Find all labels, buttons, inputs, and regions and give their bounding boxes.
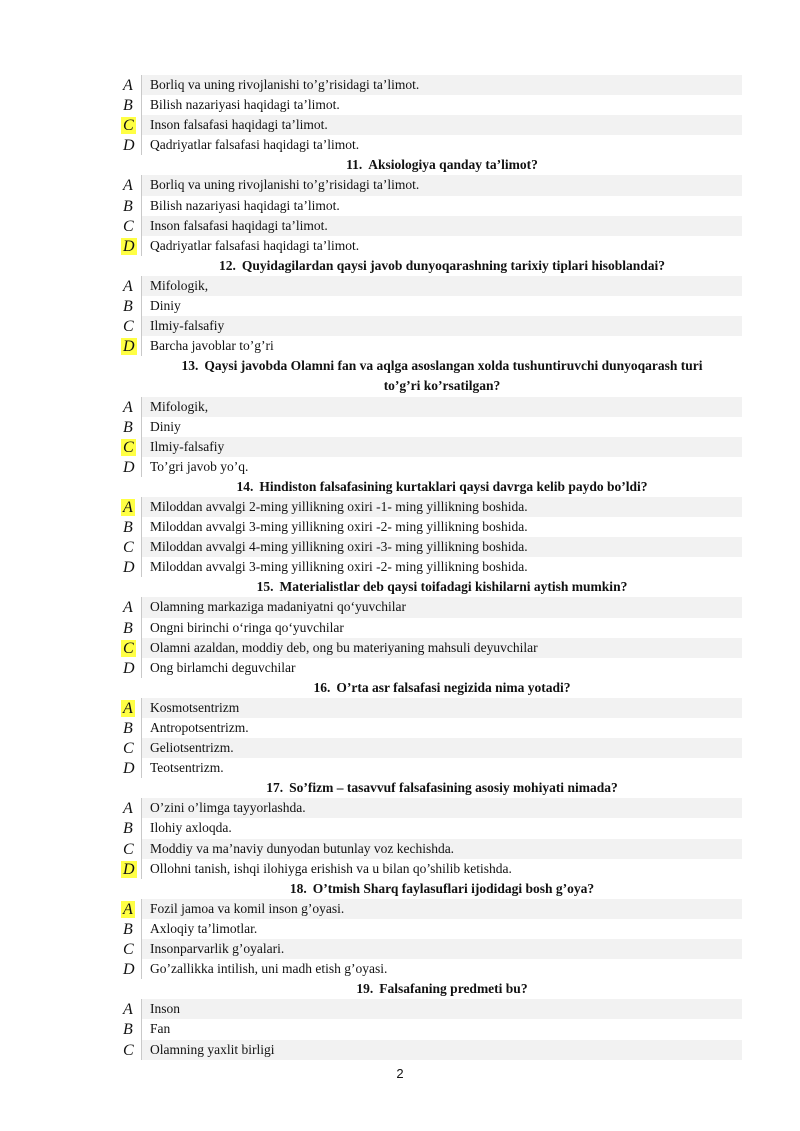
option-letter-text: A <box>123 900 133 918</box>
option-text: Diniy <box>150 418 181 434</box>
option-letter-text: D <box>123 860 135 878</box>
option-text: Inson falsafasi haqidagi ta’limot. <box>142 216 742 236</box>
option-text: Miloddan avvalgi 3-ming yillikning oxiri -2- ming yillikning boshida. <box>150 559 528 575</box>
option-text: Inson falsafasi haqidagi ta’limot. <box>142 115 742 135</box>
option-letter-text: C <box>123 941 134 959</box>
option-text: Fan <box>150 1021 171 1037</box>
option-letter <box>114 216 142 236</box>
option-letter <box>114 798 142 818</box>
option-letter <box>114 175 142 195</box>
option-text: Bilish nazariyasi haqidagi ta’limot. <box>150 97 340 113</box>
option-text: Mifologik, <box>142 276 742 296</box>
option-text: Miloddan avvalgi 2-ming yillikning oxiri -1- ming yillikning boshida. <box>142 497 742 517</box>
option-text: Borliq va uning rivojlanishi to’g’risidagi ta’limot. <box>142 175 742 195</box>
answer-option[interactable] <box>114 397 742 417</box>
question-gutter <box>114 879 142 899</box>
answer-option[interactable] <box>114 818 742 838</box>
option-letter <box>114 417 142 437</box>
question-gutter <box>114 477 142 497</box>
option-letter <box>114 618 142 638</box>
option-letter-text: D <box>123 137 135 155</box>
answer-option[interactable] <box>114 738 742 758</box>
question-label: O’rta asr falsafasi negizida nima yotadi? <box>336 679 571 695</box>
option-text: Bilish nazariyasi haqidagi ta’limot. <box>150 197 340 213</box>
answer-option[interactable] <box>114 497 742 517</box>
option-letter <box>114 336 142 356</box>
option-letter-text: B <box>123 418 133 436</box>
option-letter <box>114 497 142 517</box>
option-text: Insonparvarlik g’oyalari. <box>142 939 742 959</box>
option-text: Olamni azaldan, moddiy deb, ong bu materiyaning mahsuli deyuvchilar <box>142 638 742 658</box>
option-letter <box>114 758 142 778</box>
option-letter-text: A <box>123 800 133 818</box>
question-gutter <box>114 678 142 698</box>
answer-option[interactable] <box>114 557 742 577</box>
answer-option[interactable] <box>114 999 742 1019</box>
option-letter <box>114 959 142 979</box>
option-letter-text: D <box>123 961 135 979</box>
answer-option[interactable] <box>114 798 742 818</box>
option-text: Miloddan avvalgi 4-ming yillikning oxiri -3- ming yillikning boshida. <box>142 537 742 557</box>
question-label: Materialistlar deb qaysi toifadagi kishilarni aytish mumkin? <box>279 579 628 595</box>
question-label: Falsafaning predmeti bu? <box>379 981 528 997</box>
option-text: Qadriyatlar falsafasi haqidagi ta’limot. <box>150 137 360 153</box>
option-letter <box>114 638 142 658</box>
question-row <box>114 155 742 175</box>
answer-option[interactable] <box>114 839 742 859</box>
answer-option[interactable] <box>114 75 742 95</box>
answer-option[interactable] <box>114 457 742 477</box>
option-text: Teotsentrizm. <box>150 760 224 776</box>
question-number: 13. <box>181 358 199 374</box>
answer-option[interactable] <box>114 1019 742 1039</box>
option-text: Barcha javoblar to’g’ri <box>150 338 274 354</box>
option-letter-text: A <box>123 277 133 295</box>
question-row <box>114 356 742 396</box>
question-number: 18. <box>289 880 307 896</box>
question-text <box>142 477 742 497</box>
option-letter <box>114 859 142 879</box>
question-gutter <box>114 778 142 798</box>
option-text: Axloqiy ta’limotlar. <box>150 920 258 936</box>
question-text <box>142 155 742 175</box>
question-gutter <box>114 256 142 276</box>
option-text: Ollohni tanish, ishqi ilohiyga erishish va u bilan qo’shilib ketishda. <box>150 860 512 876</box>
option-text: Miloddan avvalgi 3-ming yillikning oxiri -2- ming yillikning boshida. <box>150 519 528 535</box>
option-letter-text: A <box>123 398 133 416</box>
option-letter <box>114 316 142 336</box>
page-number: 2 <box>396 1066 404 1081</box>
answer-option[interactable] <box>114 336 742 356</box>
question-number: 16. <box>313 679 331 695</box>
option-letter <box>114 537 142 557</box>
option-letter <box>114 999 142 1019</box>
option-letter-text: A <box>123 699 133 717</box>
option-text: Borliq va uning rivojlanishi to’g’risidagi ta’limot. <box>142 75 742 95</box>
option-text: Qadriyatlar falsafasi haqidagi ta’limot. <box>150 237 360 253</box>
answer-option[interactable] <box>114 316 742 336</box>
option-letter <box>114 437 142 457</box>
answer-option[interactable] <box>114 417 742 437</box>
option-text: Ilmiy-falsafiy <box>142 437 742 457</box>
option-letter-text: B <box>123 298 133 316</box>
question-row <box>114 979 742 999</box>
answer-option[interactable] <box>114 115 742 135</box>
option-letter <box>114 95 142 115</box>
option-letter <box>114 276 142 296</box>
answer-option[interactable] <box>114 537 742 557</box>
option-text: Antropotsentrizm. <box>150 720 249 735</box>
answer-option[interactable] <box>114 939 742 959</box>
option-letter-text: C <box>123 438 134 456</box>
answer-option[interactable] <box>114 1040 742 1060</box>
question-label: Qaysi javobda Olamni fan va aqlga asoslangan xolda tushuntiruvchi dunyoqarash turi to’g’ri ko’rsatilgan? <box>204 358 703 394</box>
option-letter <box>114 899 142 919</box>
option-letter-text: A <box>123 177 133 195</box>
answer-option[interactable] <box>114 236 742 256</box>
option-letter <box>114 597 142 617</box>
question-label: Aksiologiya qanday ta’limot? <box>368 157 538 173</box>
option-text: Ilmiy-falsafiy <box>142 316 742 336</box>
question-text <box>142 979 742 999</box>
option-letter-text: C <box>123 217 134 235</box>
answer-option[interactable] <box>114 175 742 195</box>
question-label: Quyidagilardan qaysi javob dunyoqarashning tarixiy tiplari hisoblandai? <box>241 257 665 273</box>
answer-option[interactable] <box>114 618 742 638</box>
answer-option[interactable] <box>114 718 742 738</box>
question-row <box>114 778 742 798</box>
question-row <box>114 879 742 899</box>
option-letter-text: D <box>123 237 135 255</box>
option-text: Ongni birinchi o‘ringa qo‘yuvchilar <box>150 619 344 635</box>
question-number: 17. <box>266 780 284 796</box>
option-letter <box>114 919 142 939</box>
option-letter-text: C <box>123 639 134 657</box>
question-gutter <box>114 577 142 597</box>
option-text: Inson <box>142 999 742 1019</box>
option-letter-text: D <box>123 559 135 577</box>
option-letter-text: B <box>123 920 133 938</box>
option-letter <box>114 698 142 718</box>
option-letter-text: D <box>123 760 135 778</box>
answer-option[interactable] <box>114 517 742 537</box>
option-letter <box>114 1019 142 1039</box>
question-text <box>142 678 742 698</box>
answer-option[interactable] <box>114 658 742 678</box>
option-letter <box>114 196 142 216</box>
option-letter-text: A <box>123 599 133 617</box>
option-text: Ilohiy axloqda. <box>150 820 232 836</box>
option-letter-text: D <box>123 338 135 356</box>
option-text: Olamning markaziga madaniyatni qo‘yuvchilar <box>142 597 742 617</box>
answer-option[interactable] <box>114 859 742 879</box>
answer-option[interactable] <box>114 758 742 778</box>
option-text: Mifologik, <box>142 397 742 417</box>
question-text <box>142 778 742 798</box>
option-text: Geliotsentrizm. <box>142 738 742 758</box>
option-letter-text: D <box>123 458 135 476</box>
question-number: 11. <box>346 157 363 173</box>
answer-option[interactable] <box>114 919 742 939</box>
question-number: 12. <box>219 257 236 273</box>
option-letter <box>114 939 142 959</box>
option-text: Diniy <box>150 298 181 314</box>
option-letter <box>114 236 142 256</box>
option-letter-text: C <box>123 740 134 758</box>
answer-option[interactable] <box>114 959 742 979</box>
option-letter-text: A <box>123 498 133 516</box>
question-row <box>114 256 742 276</box>
question-number: 15. <box>256 579 274 595</box>
option-letter-text: B <box>123 820 133 838</box>
option-letter <box>114 397 142 417</box>
answer-option[interactable] <box>114 597 742 617</box>
answer-option[interactable] <box>114 196 742 216</box>
answer-option[interactable] <box>114 135 742 155</box>
option-letter <box>114 718 142 738</box>
question-label: So’fizm – tasavvuf falsafasining asosiy mohiyati nimada? <box>289 780 618 796</box>
answer-option[interactable] <box>114 698 742 718</box>
option-letter <box>114 457 142 477</box>
option-text: Olamning yaxlit birligi <box>142 1040 742 1060</box>
option-text: Moddiy va ma’naviy dunyodan butunlay voz kechishda. <box>142 839 742 859</box>
option-letter-text: B <box>123 1021 133 1039</box>
option-letter <box>114 1040 142 1060</box>
question-text <box>142 356 742 396</box>
question-text <box>142 879 742 899</box>
option-letter-text: C <box>123 318 134 336</box>
answer-option[interactable] <box>114 95 742 115</box>
option-letter-text: B <box>123 197 133 215</box>
answer-option[interactable] <box>114 899 742 919</box>
question-number: 19. <box>356 981 374 997</box>
option-letter <box>114 517 142 537</box>
quiz-page <box>114 75 742 1060</box>
option-text: To’gri javob yo’q. <box>150 458 249 474</box>
option-text: Ong birlamchi deguvchilar <box>150 659 296 675</box>
answer-option[interactable] <box>114 437 742 457</box>
option-letter <box>114 75 142 95</box>
answer-option[interactable] <box>114 216 742 236</box>
option-letter-text: B <box>123 519 133 537</box>
question-label: O’tmish Sharq faylasuflari ijodidagi bosh g’oya? <box>312 880 595 896</box>
option-letter <box>114 818 142 838</box>
option-letter-text: D <box>123 659 135 677</box>
question-label: Hindiston falsafasining kurtaklari qaysi davrga kelib paydo bo’ldi? <box>259 478 648 494</box>
question-gutter <box>114 356 142 396</box>
question-row <box>114 678 742 698</box>
option-letter-text: C <box>123 539 134 557</box>
option-text: Fozil jamoa va komil inson g’oyasi. <box>142 899 742 919</box>
answer-option[interactable] <box>114 296 742 316</box>
question-text <box>142 577 742 597</box>
answer-option[interactable] <box>114 638 742 658</box>
option-letter <box>114 658 142 678</box>
question-gutter <box>114 155 142 175</box>
option-letter <box>114 839 142 859</box>
option-letter <box>114 135 142 155</box>
option-letter <box>114 738 142 758</box>
question-gutter <box>114 979 142 999</box>
option-letter-text: B <box>123 97 133 115</box>
option-text: Go’zallikka intilish, uni madh etish g’oyasi. <box>150 961 388 977</box>
option-letter-text: B <box>123 619 133 637</box>
question-row <box>114 477 742 497</box>
question-number: 14. <box>236 478 254 494</box>
option-letter <box>114 557 142 577</box>
option-letter-text: C <box>123 117 134 135</box>
question-row <box>114 577 742 597</box>
option-letter-text: A <box>123 1001 133 1019</box>
answer-option[interactable] <box>114 276 742 296</box>
question-text <box>142 256 742 276</box>
option-letter-text: A <box>123 77 133 94</box>
option-text: O’zini o’limga tayyorlashda. <box>142 798 742 818</box>
option-letter <box>114 115 142 135</box>
option-letter <box>114 296 142 316</box>
option-letter-text: C <box>123 1041 134 1059</box>
option-text: Kosmotsentrizm <box>142 698 742 718</box>
option-letter-text: B <box>123 720 133 737</box>
option-letter-text: C <box>123 840 134 858</box>
